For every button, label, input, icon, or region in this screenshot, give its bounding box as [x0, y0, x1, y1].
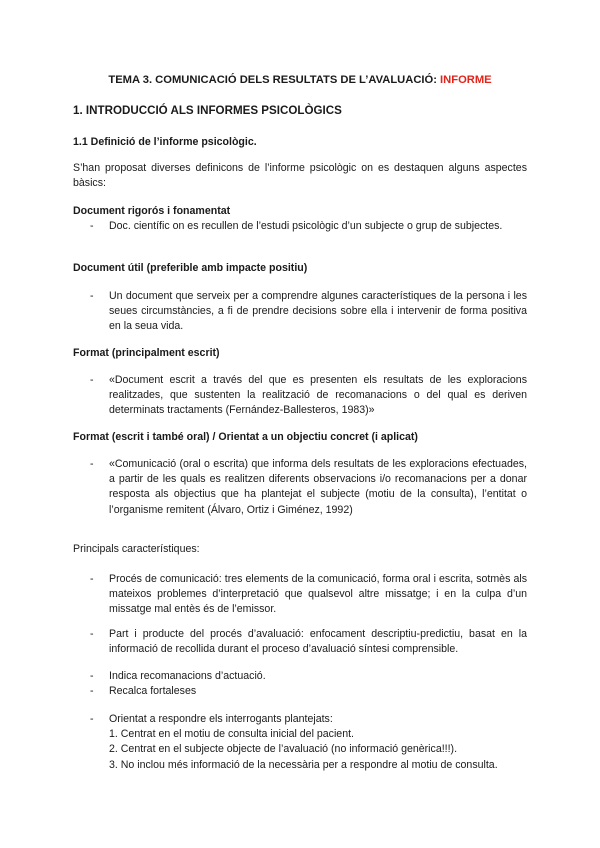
intro-paragraph: S’han proposat diverses definicons de l’informe psicològic on es destaquen alguns aspectes bàsics: — [73, 162, 527, 190]
characteristic-item — [73, 572, 527, 618]
characteristic-text: Part i producte del procés d’avaluació: enfocament descriptiu-predictiu, basat en la informació de recollida durant el proceso d’avaluació síntesi comprensible. — [109, 628, 527, 656]
characteristic-text: Recalca fortaleses — [109, 685, 197, 697]
oriented-sublist — [109, 727, 527, 773]
block-heading-format-oriented: Format (escrit i també oral) / Orientat a un objectiu concret (i aplicat) — [73, 431, 418, 443]
block-item-text: Doc. científic on es recullen de l’estudi psicològic d’un subjecte o grup de subjectes. — [109, 220, 503, 232]
section-heading: 1. INTRODUCCIÓ ALS INFORMES PSICOLÒGICS — [73, 104, 342, 117]
sublist-item: 1. Centrat en el motiu de consulta inicial del pacient. — [109, 728, 354, 741]
dash-bullet: - — [90, 670, 94, 682]
title-main: TEMA 3. COMUNICACIÓ DELS RESULTATS DE L’AVALUACIÓ: — [108, 74, 437, 86]
block-item-text: «Comunicació (oral o escrita) que informa dels resultats de les exploracions efectuades, a partir de les quals es realitzen diferents observacions i/o recomanacions per a donar resposta als objectius que ha plantejat el subjecte (motiu de la consulta), l’entitat o l’organisme remitent (Álvaro, Ortiz i Giménez, 1992) — [109, 458, 527, 516]
sublist-item: 3. No inclou més informació de la necessària per a respondre al motiu de consulta. — [109, 758, 498, 771]
characteristic-item — [73, 669, 527, 684]
block-heading-useful: Document útil (preferible amb impacte positiu) — [73, 262, 308, 274]
block-item-format-oriented — [73, 457, 527, 518]
characteristic-text: Procés de comunicació: tres elements de la comunicació, forma oral i escrita, sotmès als mateixos problemes d’interpretació que qualsevol altre missatge; i en la culpa d’un missatge mal entès és de l’emissor. — [109, 573, 527, 616]
characteristic-item — [73, 627, 527, 657]
characteristics-label: Principals característiques: — [73, 543, 200, 555]
dash-bullet: - — [90, 573, 94, 585]
block-item-text: Un document que serveix per a comprendre algunes característiques de la persona i les seues circumstàncies, a fi de prendre decisions sobre ella i intervenir de forma positiva en la seua vida. — [109, 290, 527, 333]
dash-bullet: - — [90, 374, 94, 386]
dash-bullet: - — [90, 685, 94, 697]
block-item-rigorous — [73, 219, 527, 234]
block-item-useful — [73, 289, 527, 335]
dash-bullet: - — [90, 628, 94, 640]
document-title — [0, 73, 600, 88]
characteristic-text: Orientat a respondre els interrogants plantejats: — [109, 713, 333, 725]
dash-bullet: - — [90, 220, 94, 232]
characteristic-item — [73, 684, 527, 699]
dash-bullet: - — [90, 290, 94, 302]
characteristic-item — [73, 712, 527, 773]
block-item-format — [73, 373, 527, 419]
sublist-item: 2. Centrat en el subjecte objecte de l’avaluació (no informació genèrica!!!). — [109, 743, 458, 756]
block-heading-rigorous: Document rigorós i fonamentat — [73, 205, 231, 217]
dash-bullet: - — [90, 713, 94, 725]
subsection-heading: 1.1 Definició de l’informe psicològic. — [73, 136, 257, 148]
block-item-text: «Document escrit a través del que es presenten els resultats de les exploracions realitzades, que sustenten la realització de recomanacions o del qual es deriven determinats tractaments (Fernández-Ballesteros, 1983)» — [109, 374, 527, 417]
block-heading-format: Format (principalment escrit) — [73, 347, 220, 359]
title-accent: INFORME — [440, 74, 492, 86]
dash-bullet: - — [90, 458, 94, 470]
characteristic-text: Indica recomanacions d’actuació. — [109, 670, 266, 682]
